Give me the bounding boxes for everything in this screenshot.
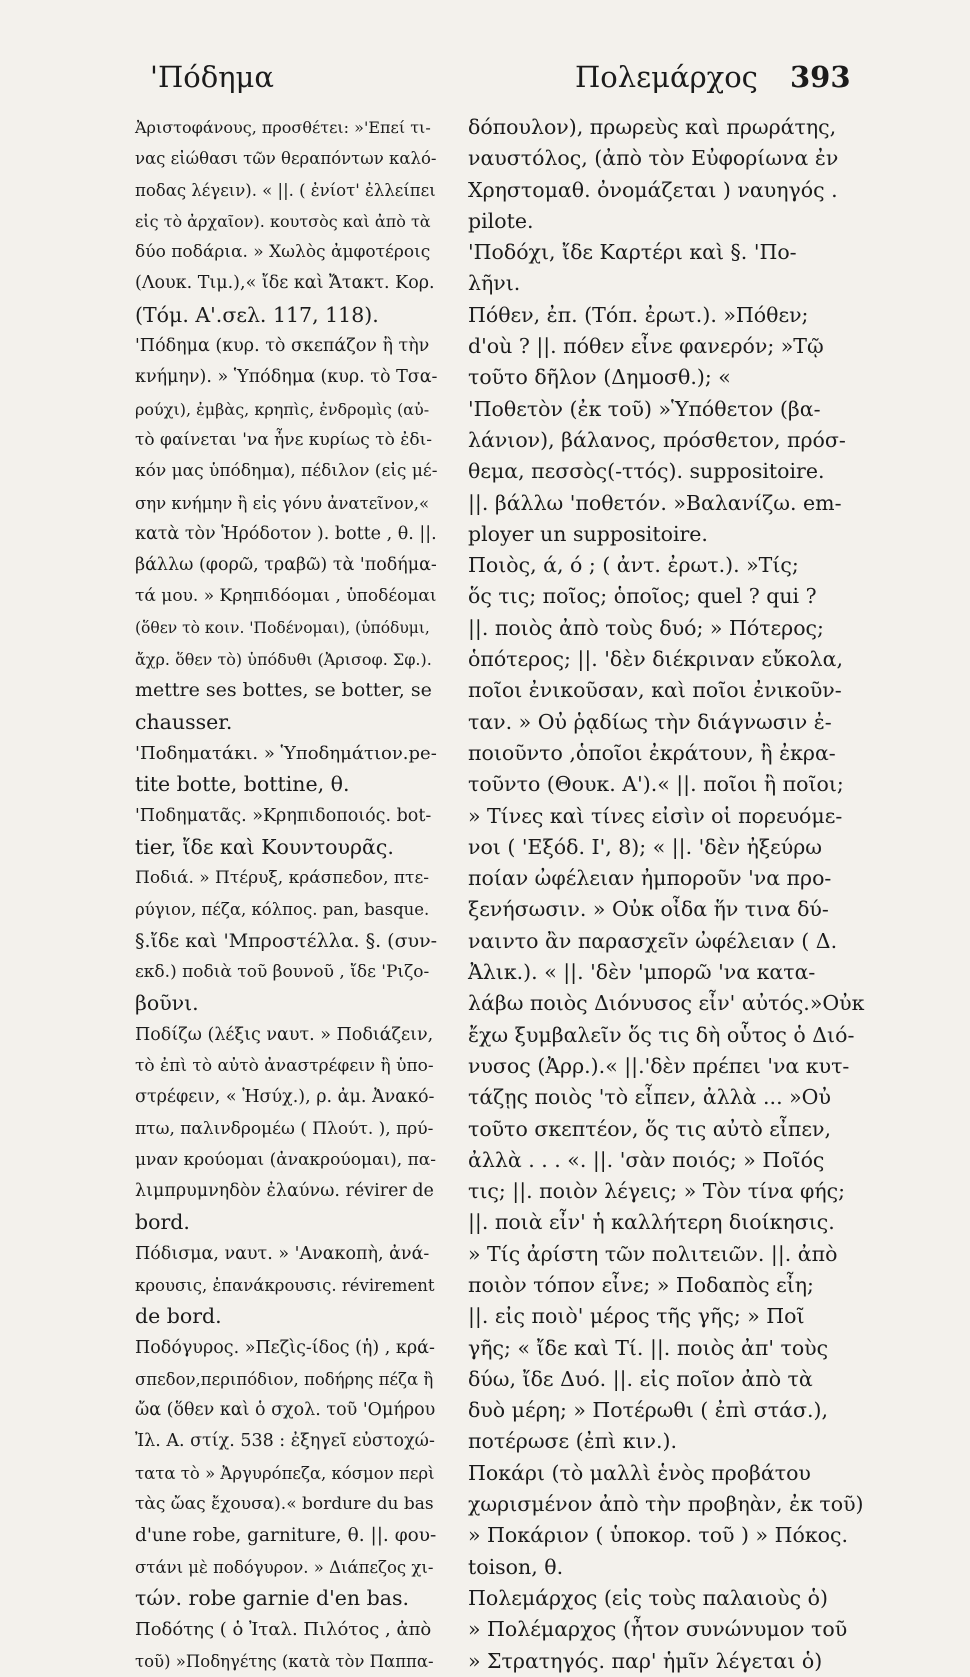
text-line: ξενήσωσιν. » Οὐκ οἶδα ἥν τινα δύ- (468, 897, 829, 922)
text-line: σην κνήμην ἢ εἰς γόνυ ἀνατεῖνον,« (135, 493, 430, 513)
text-line: ναιντο ἂν παρασχεῖν ὠφέλειαν ( Δ. (468, 928, 838, 953)
text-line: Πολεμάρχος (εἰς τοὺς παλαιοὺς ὁ) (468, 1585, 828, 1610)
text-line: ἔχω ξυμβαλεῖν ὅς τις δὴ οὗτος ὁ Διό- (468, 1022, 855, 1047)
text-line: τά μου. » Κρηπιδόομαι , ὑποδέομαι (135, 586, 437, 607)
text-line: Χρηστομαθ. ὀνομάζεται ) ναυηγός . (468, 177, 838, 202)
text-line: (Τόμ. Α'.σελ. 117, 118). (135, 302, 379, 327)
text-line: ποτέρωσε (ἐπὶ κιν.). (468, 1429, 678, 1454)
text-line: μναν κρούομαι (ἀνακρούομαι), πα- (135, 1149, 437, 1170)
text-line: de bord. (135, 1304, 222, 1329)
text-line: ἄχρ. ὅθεν τὸ) ὑπόδυθι (Ἀρισοφ. Σφ.). (135, 650, 432, 670)
header-first-entry: 'Πόδημα (150, 60, 274, 94)
text-line: bord. (135, 1210, 190, 1235)
text-line: (Λουκ. Τιμ.),« ἴδε καὶ Ἄτακτ. Κορ. (135, 273, 435, 294)
text-line: d'où ? ||. πόθεν εἶνε φανερόν; »Τῷ (468, 334, 824, 359)
text-line: δύω, ἴδε Δυό. ||. εἰς ποῖον ἀπὸ τὰ (468, 1366, 813, 1391)
text-line: ναυστόλος, (ἀπὸ τὸν Εὐφορίωνα ἐν (468, 146, 839, 171)
text-line: κνήμην). » Ὑπόδημα (κυρ. τὸ Τσα- (135, 367, 438, 388)
right-column (468, 112, 874, 1673)
text-line: » Ποκάριον ( ὑποκορ. τοῦ ) » Πόκος. (468, 1523, 848, 1548)
text-line: ||. εἰς ποιὸ' μέρος τῆς γῆς; » Ποῖ (468, 1304, 805, 1329)
text-line: στρέφειν, « Ἡσύχ.), ρ. ἀμ. Ἀνακό- (135, 1087, 435, 1108)
text-line: Ἀλικ.). « ||. 'δὲν 'μπορῶ 'να κατα- (468, 960, 816, 985)
text-line: νοι ( 'Εξόδ. Ι', 8); « ||. 'δὲν ἠξεύρω (468, 834, 822, 859)
text-line: τοῦτο δῆλον (Δημοσθ.); « (468, 365, 731, 390)
text-line: γῆς; « ἴδε καὶ Τί. ||. ποιὸς ἀπ' τοὺς (468, 1335, 829, 1360)
text-line: ὁπότερος; ||. 'δὲν διέκριναν εὔκολα, (468, 647, 843, 672)
text-line: τοῦ) »Ποδηγέτης (κατὰ τὸν Παππα- (135, 1651, 434, 1671)
text-line: Ποδόγυρος. »Πεζὶς-ίδος (ἡ) , κρά- (135, 1337, 435, 1358)
text-line: ||. βάλλω 'ποθετόν. »Βαλανίζω. em- (468, 490, 842, 515)
text-line: πτω, παλινδρομέω ( Πλούτ. ), πρύ- (135, 1118, 434, 1139)
text-line: Ποδότης ( ὁ Ἰταλ. Πιλότος , ἀπὸ (135, 1619, 432, 1641)
text-line: δυὸ μέρη; » Ποτέρωθι ( ἐπὶ στάσ.), (468, 1398, 829, 1423)
text-line: ὤα (ὅθεν καὶ ὁ σχολ. τοῦ 'Ομήρου (135, 1400, 436, 1421)
text-line: τὸ ἐπὶ τὸ αὐτὸ ἀναστρέφειν ἢ ὑπο- (135, 1055, 434, 1076)
text-line: » Τίς ἀρίστη τῶν πολιτειῶν. ||. ἀπὸ (468, 1241, 838, 1266)
text-line: pilote. (468, 208, 534, 233)
text-line: tite botte, bottine, θ. (135, 772, 350, 797)
text-line: ποῖοι ἐνικοῦσαν, καὶ ποῖοι ἐνικοῦν- (468, 678, 842, 703)
text-line: §.ἴδε καὶ 'Μπροστέλλα. §. (συν- (135, 929, 438, 952)
text-line: κόν μας ὑπόδημα), πέδιλον (εἰς μέ- (135, 461, 438, 482)
text-line: » Πολέμαρχος (ἦτον συνώνυμον τοῦ (468, 1617, 848, 1642)
text-line: τοῦτο σκεπτέον, ὅς τις αὐτὸ εἶπεν, (468, 1116, 831, 1141)
text-line: 'Ποθετὸν (ἐκ τοῦ) »Ὑπόθετον (βα- (468, 396, 821, 421)
text-line: τὰς ὤας ἔχουσα).« bordure du bas (135, 1494, 434, 1515)
text-line: τὸ φαίνεται 'να ἦνε κυρίως τὸ ἐδι- (135, 429, 433, 450)
text-line: » Στρατηγός. παρ' ἡμῖν λέγεται ὁ) (468, 1648, 823, 1673)
text-line: Πόθεν, ἐπ. (Τόπ. ἐρωτ.). »Πόθεν; (468, 302, 809, 327)
text-line: λῆνι. (468, 271, 521, 296)
text-line: τοῦντο (Θουκ. Α').« ||. ποῖοι ἢ ποῖοι; (468, 772, 844, 797)
text-line: λάνιον), βάλανος, πρόσθετον, πρόσ- (468, 427, 846, 452)
text-line: θεμα, πεσσὸς(-ττός). suppositoire. (468, 459, 825, 484)
text-line: ἀλλὰ . . . «. ||. 'σὰν ποιός; » Ποῖός (468, 1147, 825, 1172)
text-line: ὅς τις; ποῖος; ὁποῖος; quel ? qui ? (468, 584, 817, 609)
text-line: Ποδιά. » Πτέρυξ, κράσπεδον, πτε- (135, 868, 430, 889)
text-line: ||. ποιὸς ἀπὸ τοὺς δυό; » Πότερος; (468, 615, 824, 640)
text-line: chausser. (135, 709, 233, 734)
text-line: Πόδισμα, ναυτ. » 'Ανακοπὴ, ἀνά- (135, 1243, 430, 1264)
text-line: 'Ποδόχι, ἴδε Καρτέρι καὶ §. 'Πο- (468, 240, 797, 265)
text-line: κατὰ τὸν Ἡρόδοτον ). botte , θ. ||. (135, 523, 437, 544)
text-line: mettre ses bottes, se botter, se (135, 679, 432, 702)
text-line: ρύγιον, πέζα, κόλπος. pan, basque. (135, 900, 430, 920)
left-column (135, 112, 438, 1671)
text-line: Ποιὸς, ά, ό ; ( ἀντ. ἐρωτ.). »Τίς; (468, 553, 799, 578)
page-number: 393 (790, 60, 851, 94)
text-line: » Τίνες καὶ τίνες εἰσὶν οἱ πορευόμε- (468, 803, 843, 828)
text-line: στάνι μὲ ποδόγυρον. » Διάπεζος χι- (135, 1557, 434, 1577)
text-line: 'Ποδηματάκι. » Ὑποδημάτιον.pe- (135, 742, 437, 764)
text-line: Ποδίζω (λέξις ναυτ. » Ποδιάζειν, (135, 1024, 434, 1045)
text-line: ταν. » Οὐ ῥᾳδίως τὴν διάγνωσιν ἐ- (468, 709, 832, 734)
text-line: βοῦνι. (135, 991, 199, 1016)
text-line: λάβω ποιὸς Διόνυσος εἶν' αὐτός.»Οὐκ (468, 991, 865, 1016)
text-line: ποδας λέγειν). « ||. ( ἐνίοτ' ἐλλείπει (135, 180, 436, 200)
text-line: tier, ἴδε καὶ Κουντουρᾶς. (135, 834, 394, 859)
text-line: εἰς τὸ ἀρχαῖον). κουτσὸς καὶ ἀπὸ τὰ (135, 211, 431, 231)
text-line: τών. robe garnie d'en bas. (135, 1585, 410, 1610)
text-line: εκδ.) ποδιὰ τοῦ βουνοῦ , ἴδε 'Ριζο- (135, 962, 430, 983)
text-line: d'une robe, garniture, θ. ||. φου- (135, 1525, 437, 1547)
text-line: ρούχι), ἐμβὰς, κρηπὶς, ἐνδρομὶς (αὐ- (135, 399, 430, 419)
header-last-entry: Πολεμάρχος (575, 60, 758, 94)
text-line: κρουσις, ἐπανάκρουσις. révirement (135, 1275, 435, 1295)
text-line: ποιὸν τόπον εἶνε; » Ποδαπὸς εἶη; (468, 1272, 814, 1297)
text-line: ||. ποιὰ εἶν' ἡ καλλήτερη διοίκησις. (468, 1210, 835, 1235)
text-line: Ποκάρι (τὸ μαλλὶ ἑνὸς προβάτου (468, 1460, 811, 1485)
text-line: ποιοῦντο ,ὁποῖοι ἐκράτουν, ἢ ἐκρα- (468, 740, 836, 765)
text-line: ποίαν ὠφέλειαν ἠμποροῦν 'να προ- (468, 866, 832, 891)
text-line: τάζῃς ποιὸς 'τὸ εἶπεν, ἀλλὰ ... »Οὐ (468, 1085, 831, 1110)
text-line: Ἀριστοφάνους, προσθέτει: »'Επεί τι- (135, 118, 431, 137)
running-header (0, 60, 970, 100)
text-line: (ὅθεν τὸ κοιν. 'Ποδένομαι), (ὑπόδυμι, (135, 618, 430, 637)
text-line: 'Ποδηματᾶς. »Κρηπιδοποιός. bot- (135, 805, 432, 826)
text-line: τατα τὸ » Ἀργυρόπεζα, κόσμον περὶ (135, 1463, 435, 1483)
text-line: σπεδον,περιπόδιον, ποδήρης πέζα ἢ (135, 1369, 434, 1389)
text-line: δύο ποδάρια. » Χωλὸς ἀμφοτέροις (135, 242, 431, 263)
text-line: Ἰλ. Α. στίχ. 538 : ἐξηγεῖ εὐστοχώ- (135, 1431, 435, 1452)
text-line: βάλλω (φορῶ, τραβῶ) τὰ 'ποδήμα- (135, 555, 437, 576)
text-line: νυσος (Ἀρρ.).« ||.'δὲν πρέπει 'να κυτ- (468, 1053, 850, 1078)
text-line: νας εἰώθασι τῶν θεραπόντων καλό- (135, 149, 437, 169)
text-line: toison, θ. (468, 1554, 564, 1579)
text-line: λιμπρυμνηδὸν ἐλαύνω. révirer de (135, 1181, 434, 1202)
text-line: ployer un suppositoire. (468, 521, 708, 546)
text-line: 'Πόδημα (κυρ. τὸ σκεπάζον ἢ τὴν (135, 336, 430, 357)
text-line: δόπουλον), πρωρεὺς καὶ πρωράτης, (468, 115, 837, 139)
text-line: τις; ||. ποιὸν λέγεις; » Τὸν τίνα φής; (468, 1179, 846, 1204)
text-line: χωρισμένον ἀπὸ τὴν προβηὰν, ἐκ τοῦ) (468, 1492, 864, 1517)
